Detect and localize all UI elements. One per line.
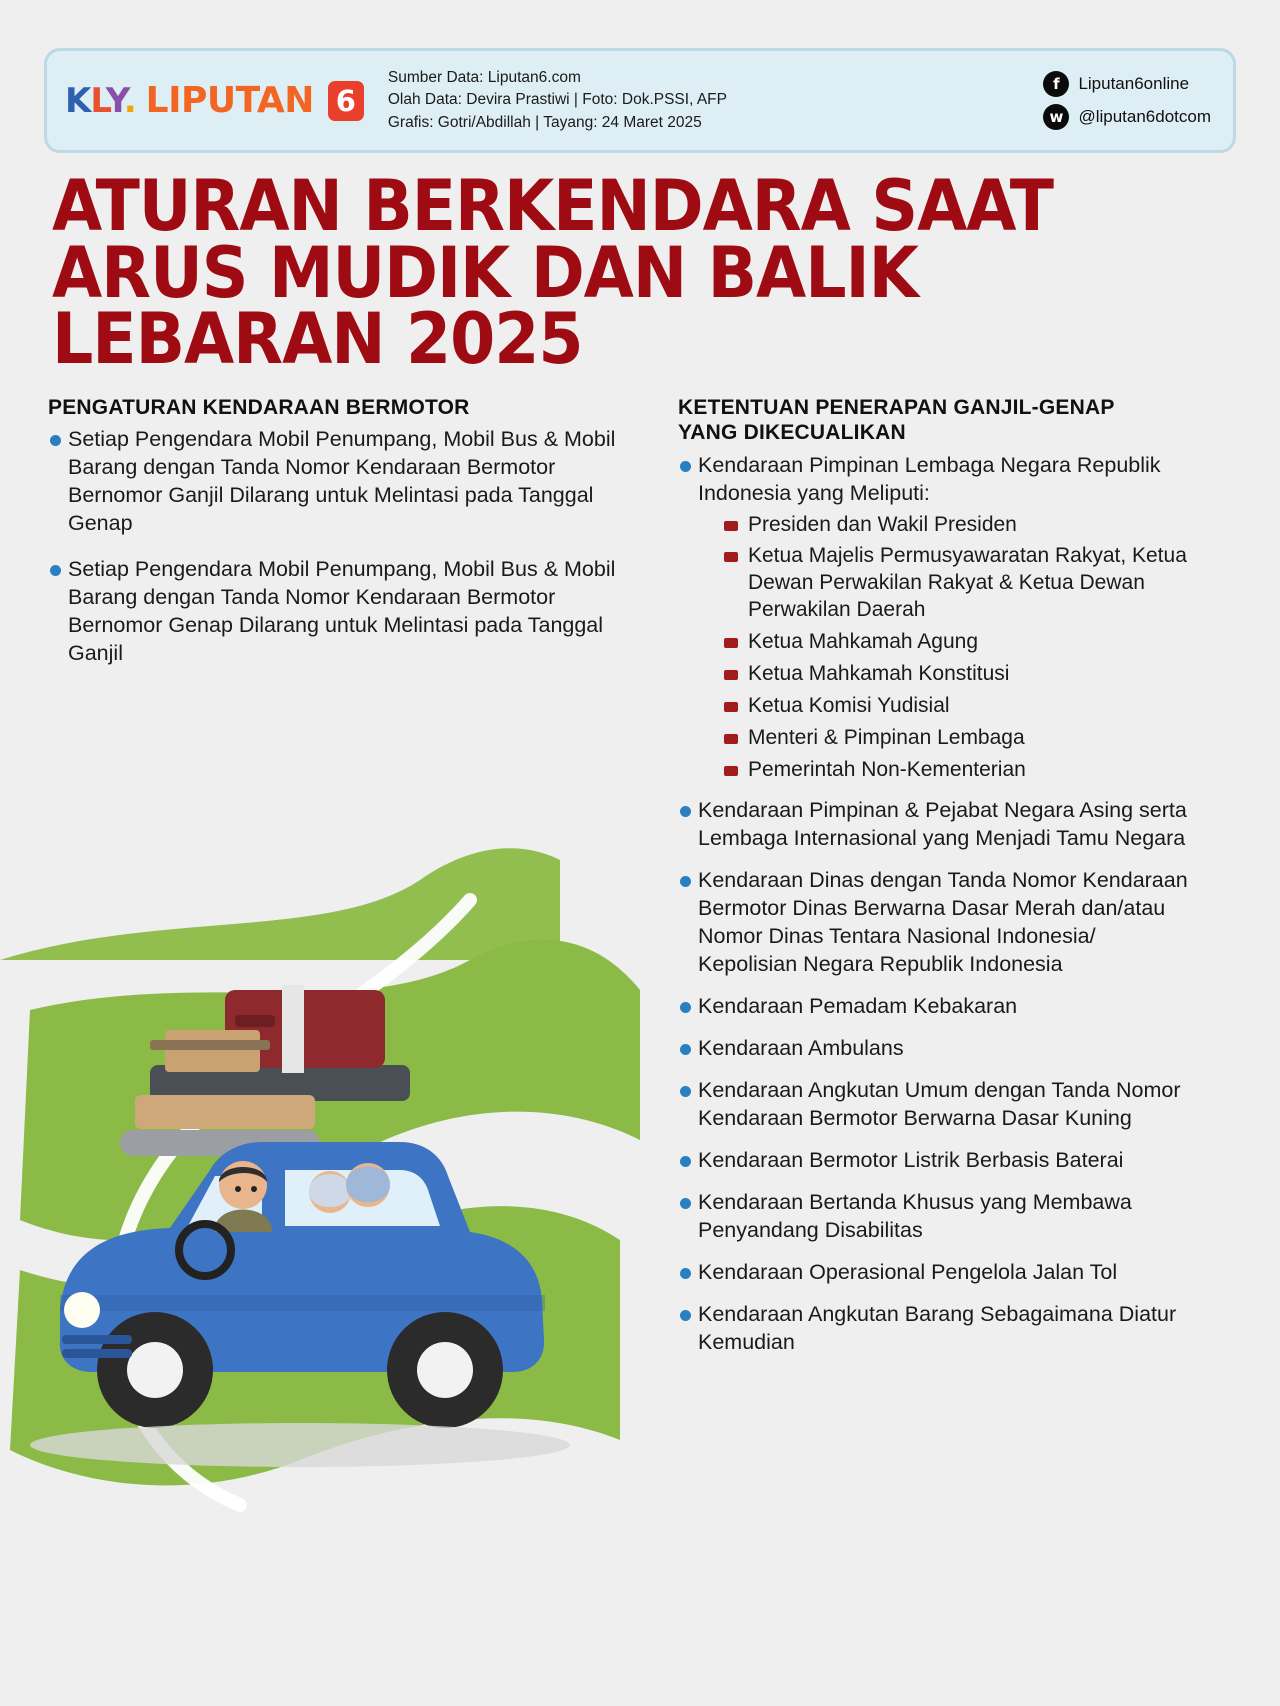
right-section-heading (678, 395, 1198, 446)
sub-list-item: Ketua Majelis Permusyawaratan Rakyat, Ketua Dewan Perwakilan Rakyat & Ketua Dewan Perwakilan Daerah (724, 543, 1198, 624)
credit-source: Sumber Data: Liputan6.com (387, 68, 581, 86)
list-item: Kendaraan Ambulans (678, 1035, 1198, 1063)
column-right (678, 395, 1198, 1371)
sub-list-item: Ketua Mahkamah Agung (724, 629, 1198, 656)
title-line-3: LEBARAN 2025 (52, 298, 583, 380)
list-item-text: Kendaraan Pimpinan Lembaga Negara Republik Indonesia yang Meliputi: (698, 452, 1161, 505)
list-item: Kendaraan Angkutan Barang Sebagaimana Diatur Kemudian (678, 1301, 1198, 1357)
facebook-icon: f (1043, 71, 1069, 97)
facebook-link[interactable] (1043, 71, 1189, 97)
left-section-heading: PENGATURAN KENDARAAN BERMOTOR (48, 395, 470, 419)
list-item: Kendaraan Bertanda Khusus yang Membawa Penyandang Disabilitas (678, 1189, 1198, 1245)
sub-list-item: Pemerintah Non-Kementerian (724, 757, 1198, 784)
sub-list-item: Menteri & Pimpinan Lembaga (724, 725, 1198, 752)
right-bullet-list (678, 452, 1198, 1357)
title-line-1: ATURAN BERKENDARA SAAT (52, 165, 1054, 247)
sub-list-item: Ketua Mahkamah Konstitusi (724, 661, 1198, 688)
list-item: Setiap Pengendara Mobil Penumpang, Mobil Bus & Mobil Barang dengan Tanda Nomor Kendaraan Bermotor Bernomor Genap Dilarang untuk Melintasi pada Tanggal Ganjil (48, 556, 648, 668)
credits-block (382, 67, 1044, 134)
sub-list-item: Ketua Komisi Yudisial (724, 693, 1198, 720)
kly-logo: KLY. (65, 80, 136, 121)
list-item: Kendaraan Bermotor Listrik Berbasis Baterai (678, 1147, 1198, 1175)
sub-list (724, 512, 1198, 784)
list-item: Kendaraan Pemadam Kebakaran (678, 993, 1198, 1021)
header-bar (44, 48, 1236, 153)
list-item: Kendaraan Angkutan Umum dengan Tanda Nomor Kendaraan Bermotor Berwarna Dasar Kuning (678, 1077, 1198, 1133)
liputan-wordmark: LIPUTAN (145, 80, 314, 121)
list-item: Kendaraan Dinas dengan Tanda Nomor Kendaraan Bermotor Dinas Berwarna Dasar Merah dan/atau Nomor Dinas Tentara Nasional Indonesia/ Kepolisian Negara Republik Indonesia (678, 867, 1198, 979)
brand-logo (65, 80, 382, 121)
credit-data: Olah Data: Devira Prastiwi | Foto: Dok.PSSI, AFP (387, 91, 727, 109)
credit-graphics: Grafis: Gotri/Abdillah | Tayang: 24 Maret 2025 (387, 113, 702, 131)
list-item: Kendaraan Operasional Pengelola Jalan Tol (678, 1259, 1198, 1287)
social-links (1043, 71, 1215, 130)
twitter-link[interactable] (1043, 104, 1211, 130)
facebook-handle: Liputan6online (1078, 74, 1190, 93)
page-title (52, 165, 1272, 380)
column-left (48, 395, 648, 1371)
right-heading-line-2: YANG DIKECUALIKAN (678, 421, 906, 445)
left-bullet-list (48, 426, 648, 668)
sub-list-item: Presiden dan Wakil Presiden (724, 512, 1198, 539)
twitter-handle: @liputan6dotcom (1078, 107, 1211, 126)
list-item (678, 452, 1198, 784)
list-item: Setiap Pengendara Mobil Penumpang, Mobil Bus & Mobil Barang dengan Tanda Nomor Kendaraan Bermotor Bernomor Ganjil Dilarang untuk Melintasi pada Tanggal Genap (48, 426, 648, 538)
title-line-2: ARUS MUDIK DAN BALIK (52, 231, 918, 314)
list-item: Kendaraan Pimpinan & Pejabat Negara Asing serta Lembaga Internasional yang Menjadi Tamu Negara (678, 797, 1198, 853)
right-heading-line-1: KETENTUAN PENERAPAN GANJIL-GENAP (678, 395, 1115, 419)
twitter-icon: w (1043, 104, 1069, 130)
content-columns (48, 395, 1236, 1371)
liputan6-number-icon: 6 (328, 81, 364, 121)
